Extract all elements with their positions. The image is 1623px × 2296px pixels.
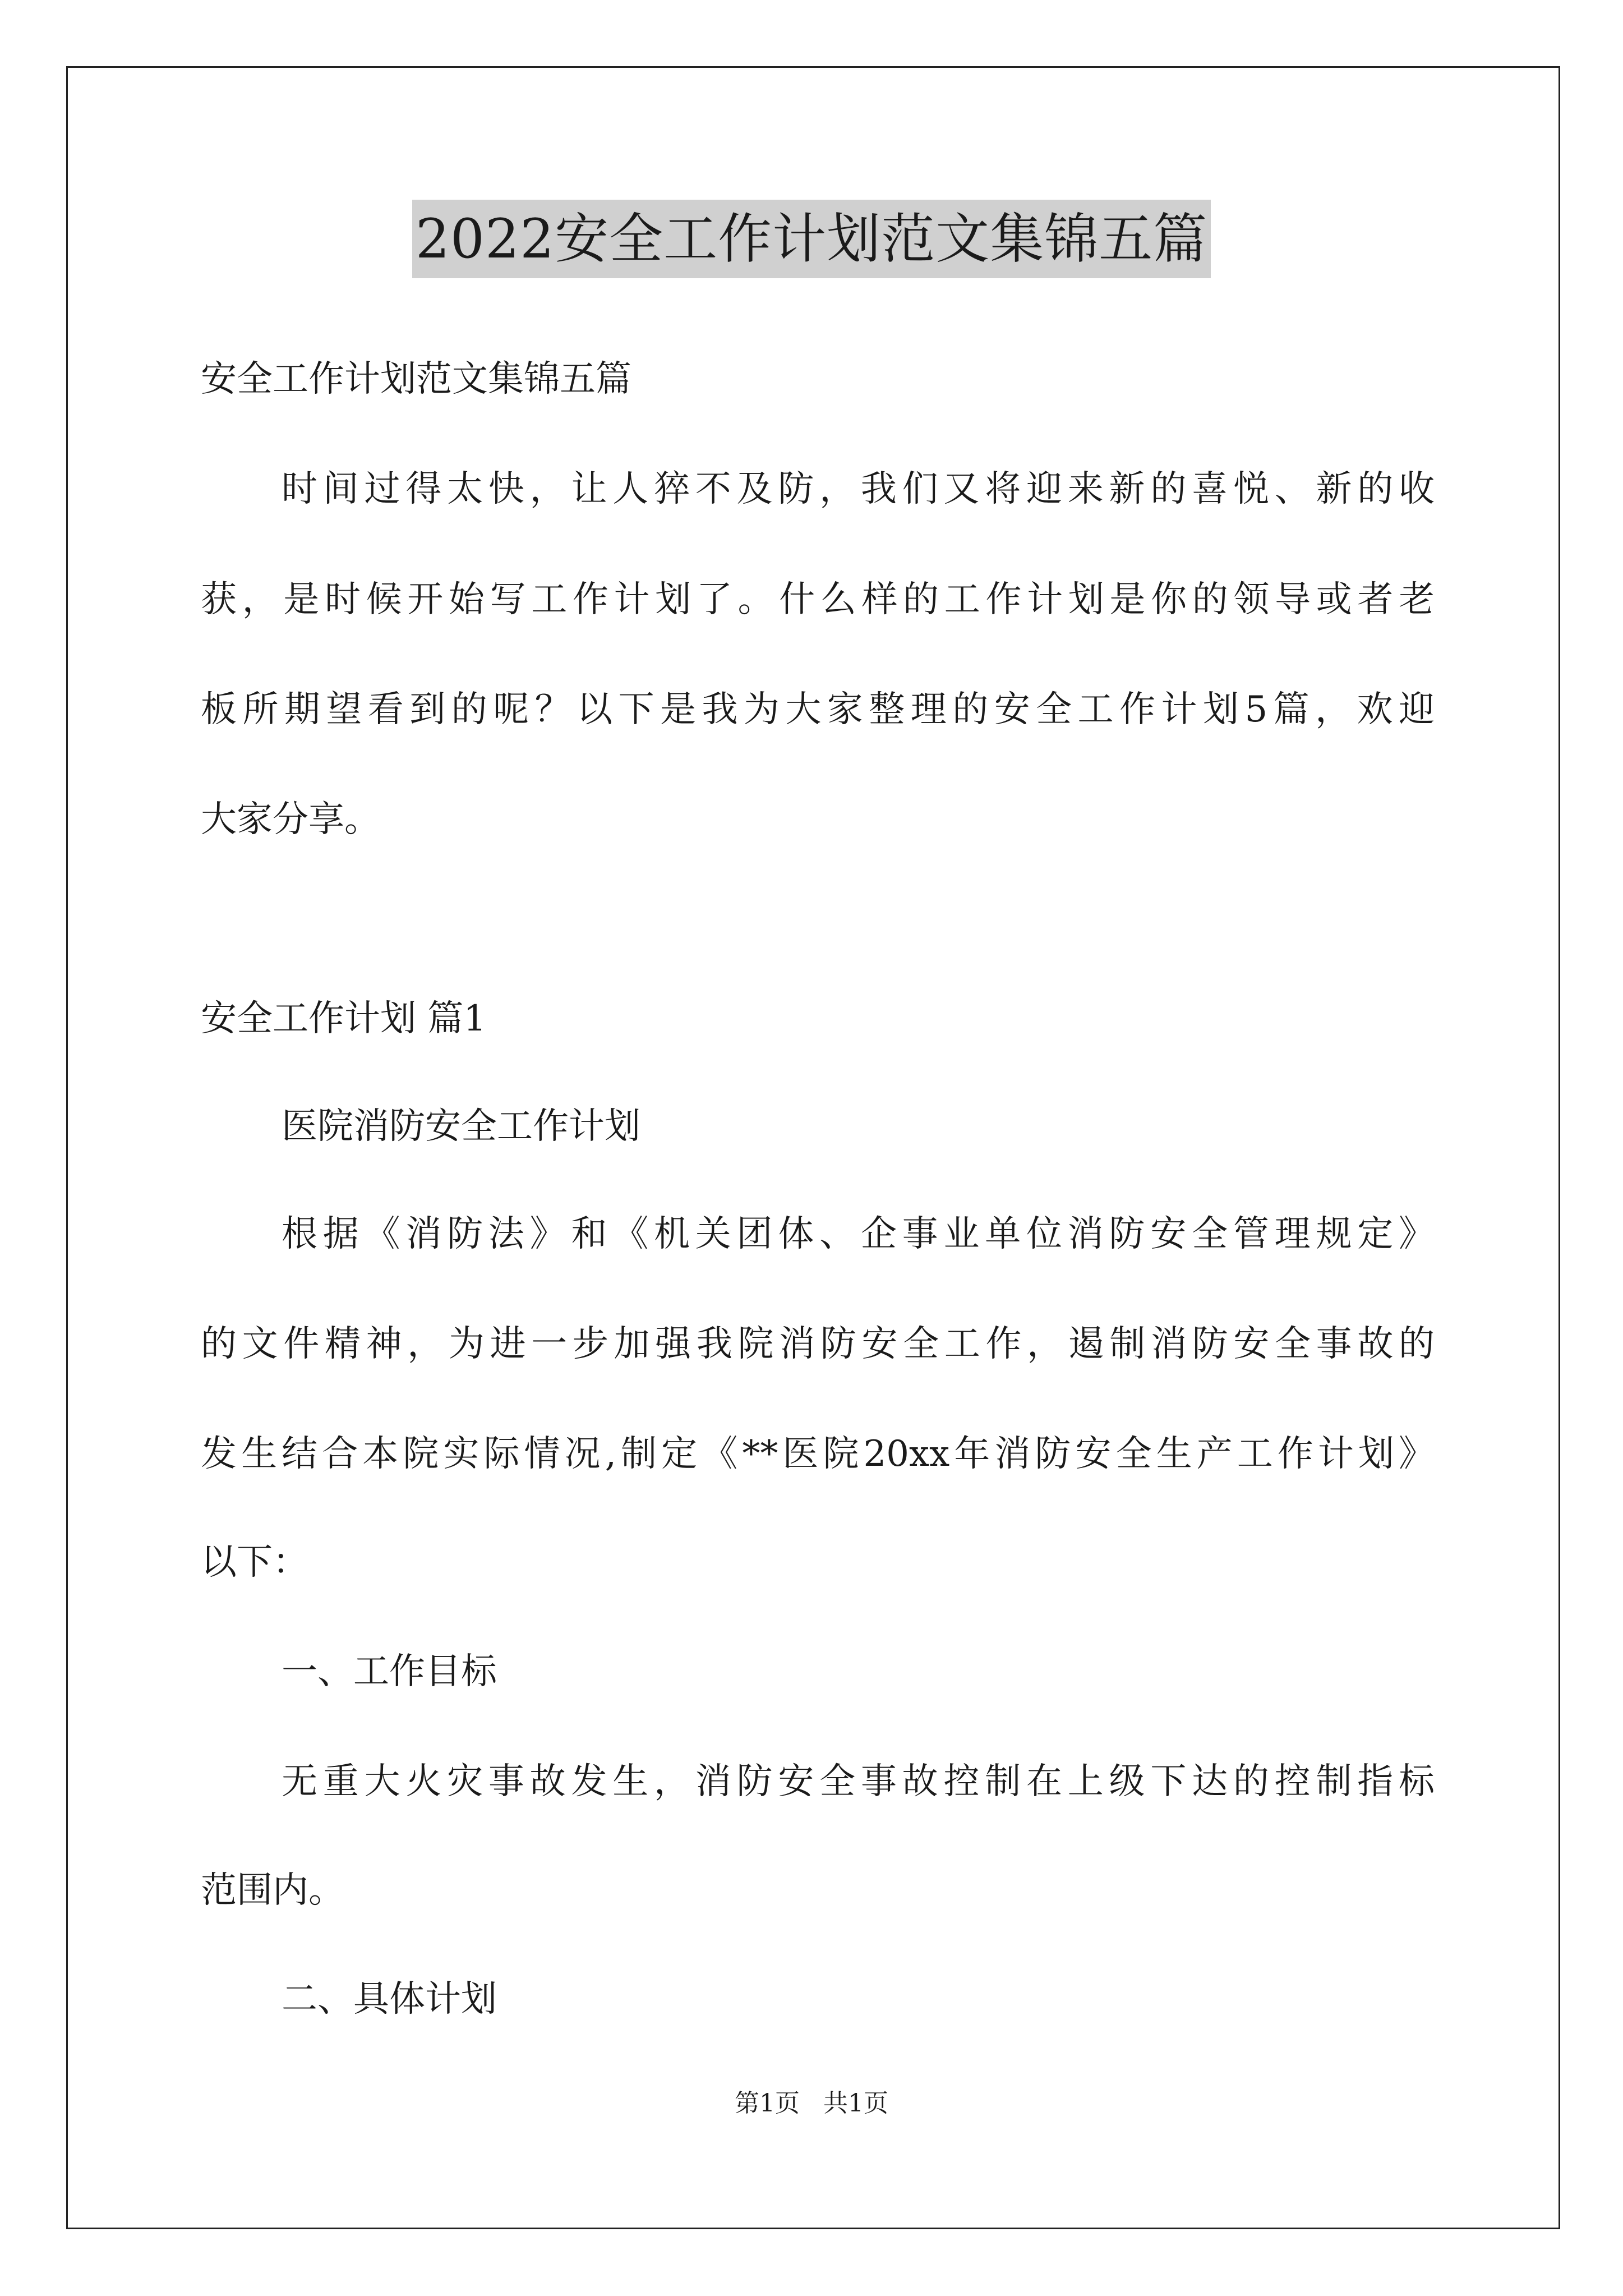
list-heading: 一、工作目标 xyxy=(282,1651,497,1692)
body-line: 获，是时候开始写工作计划了。什么样的工作计划是你的领导或者老 xyxy=(201,579,1435,620)
list-heading: 二、具体计划 xyxy=(282,1978,497,2020)
body-line: 的文件精神，为进一步加强我院消防安全工作，遏制消防安全事故的 xyxy=(201,1323,1435,1365)
body-line: 根据《消防法》和《机关团体、企事业单位消防安全管理规定》 xyxy=(282,1213,1435,1255)
body-line: 范围内。 xyxy=(201,1870,344,1911)
section-heading: 安全工作计划 篇1 xyxy=(201,998,487,1039)
body-line: 发生结合本院实际情况,制定《**医院20xx年消防安全生产工作计划》 xyxy=(201,1433,1435,1475)
page-footer: 第1页 共1页 xyxy=(735,2089,888,2118)
title-container xyxy=(0,200,1623,278)
body-line: 无重大火灾事故发生，消防安全事故控制在上级下达的控制指标 xyxy=(282,1761,1435,1802)
body-line: 时间过得太快，让人猝不及防，我们又将迎来新的喜悦、新的收 xyxy=(282,468,1435,510)
body-line: 以下： xyxy=(201,1542,308,1583)
document-title: 2022安全工作计划范文集锦五篇 xyxy=(412,200,1211,278)
body-line: 大家分享。 xyxy=(201,799,380,840)
subtitle-line: 安全工作计划范文集锦五篇 xyxy=(201,358,631,400)
body-line: 板所期望看到的呢？以下是我为大家整理的安全工作计划5篇，欢迎 xyxy=(201,689,1435,730)
section-subtitle: 医院消防安全工作计划 xyxy=(282,1106,640,1147)
